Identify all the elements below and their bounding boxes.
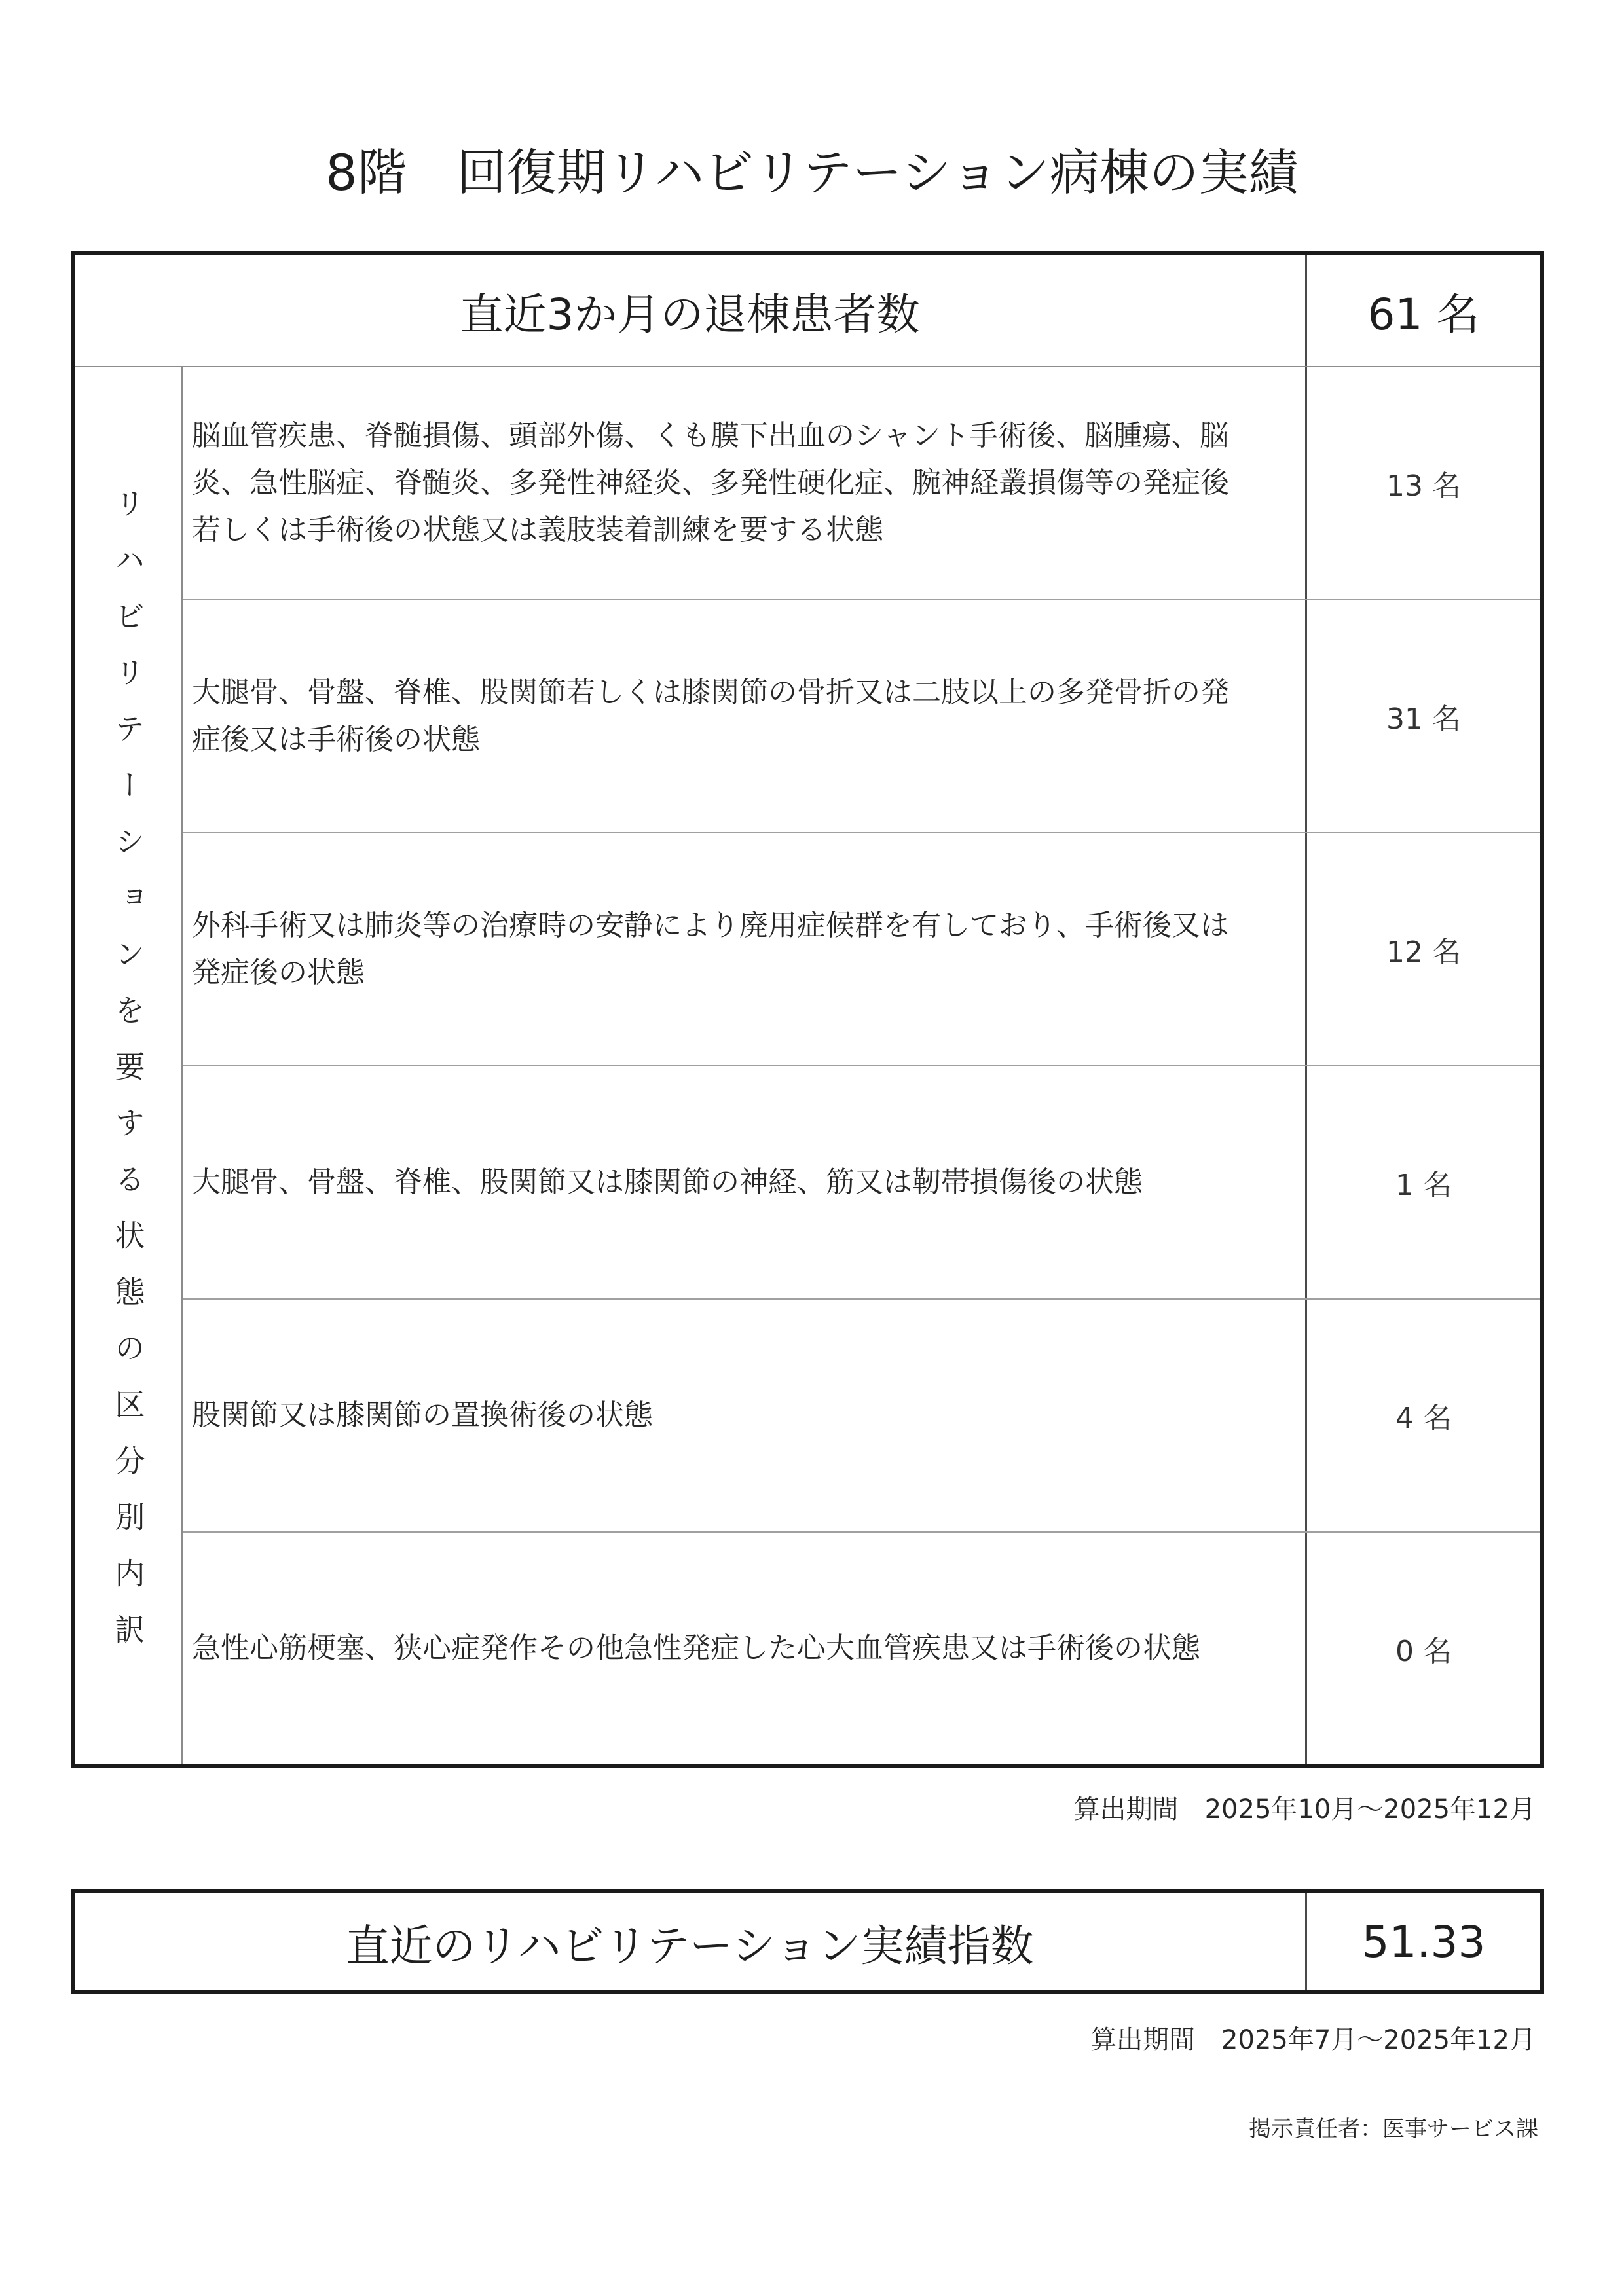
rehab-index-value: 51.33 bbox=[1305, 1893, 1540, 1990]
category-count: 13 名 bbox=[1305, 367, 1540, 599]
discharge-period: 算出期間 2025年10月～2025年12月 bbox=[1073, 1795, 1536, 1825]
category-count: 0 名 bbox=[1305, 1533, 1540, 1764]
discharge-table-body bbox=[75, 367, 1540, 1764]
category-count: 31 名 bbox=[1305, 600, 1540, 832]
rehab-index-label: 直近のリハビリテーション実績指数 bbox=[346, 1920, 1034, 1971]
category-rows bbox=[183, 367, 1540, 1764]
description-line: 症後又は手術後の状態 bbox=[192, 723, 480, 756]
table-row bbox=[183, 1065, 1540, 1298]
description-line: 脳血管疾患、脊髄損傷、頭部外傷、くも膜下出血のシャント手術後、脳腫瘍、脳 bbox=[192, 419, 1229, 452]
responsible-department: 掲示責任者：医事サービス課 bbox=[1249, 2116, 1538, 2142]
rehab-index-table bbox=[71, 1889, 1544, 1994]
category-side-label: リハビリテーションを要する状態の区分別内訳 bbox=[110, 488, 146, 1670]
description-line: 急性心筋梗塞、狭心症発作その他急性発症した心大血管疾患又は手術後の状態 bbox=[192, 1631, 1200, 1665]
description-line: 炎、急性脳症、脊髄炎、多発性神経炎、多発性硬化症、腕神経叢損傷等の発症後 bbox=[192, 466, 1229, 500]
table-row bbox=[183, 1531, 1540, 1764]
index-period: 算出期間 2025年7月～2025年12月 bbox=[1090, 2025, 1536, 2055]
page-title: 8階 回復期リハビリテーション病棟の実績 bbox=[325, 143, 1299, 202]
description-line: 股関節又は膝関節の置換術後の状態 bbox=[192, 1398, 653, 1432]
discharge-count-label: 直近3か月の退棟患者数 bbox=[460, 289, 920, 340]
discharge-table-header bbox=[75, 255, 1540, 367]
table-row bbox=[183, 367, 1540, 599]
category-description bbox=[183, 1066, 1305, 1298]
category-description bbox=[183, 367, 1305, 599]
description-line: 大腿骨、骨盤、脊椎、股関節若しくは膝関節の骨折又は二肢以上の多発骨折の発 bbox=[192, 676, 1229, 709]
category-description bbox=[183, 833, 1305, 1065]
description-line: 外科手術又は肺炎等の治療時の安静により廃用症候群を有しており、手術後又は bbox=[192, 909, 1229, 942]
category-description bbox=[183, 600, 1305, 832]
category-description bbox=[183, 1533, 1305, 1764]
description-line: 発症後の状態 bbox=[192, 956, 365, 989]
discharge-count-total: 61 名 bbox=[1305, 255, 1540, 366]
table-row bbox=[183, 599, 1540, 832]
table-row bbox=[183, 832, 1540, 1065]
description-line: 若しくは手術後の状態又は義肢装着訓練を要する状態 bbox=[192, 513, 883, 547]
category-count: 1 名 bbox=[1305, 1066, 1540, 1298]
discharge-table bbox=[71, 251, 1544, 1768]
category-count: 4 名 bbox=[1305, 1300, 1540, 1531]
category-count: 12 名 bbox=[1305, 833, 1540, 1065]
description-line: 大腿骨、骨盤、脊椎、股関節又は膝関節の神経、筋又は靭帯損傷後の状態 bbox=[192, 1165, 1143, 1199]
table-row bbox=[183, 1298, 1540, 1531]
category-description bbox=[183, 1300, 1305, 1531]
category-side-header bbox=[75, 367, 183, 1764]
